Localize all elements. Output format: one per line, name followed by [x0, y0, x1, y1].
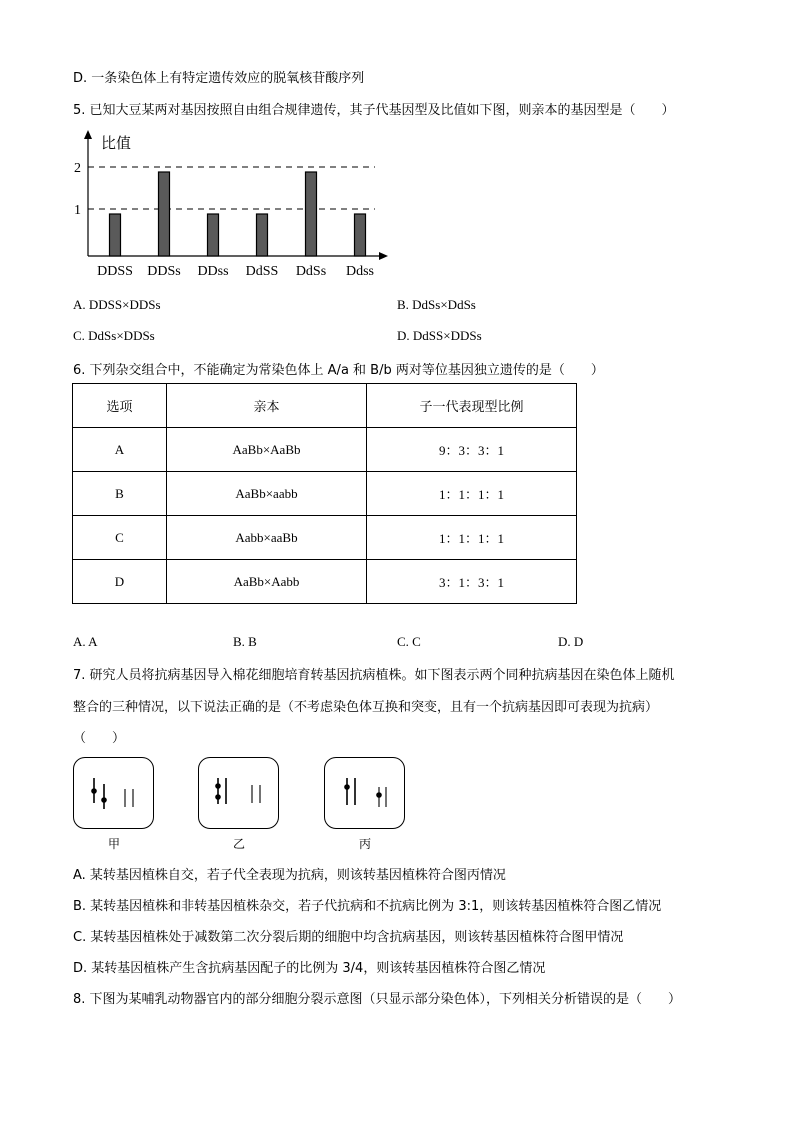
q5-option-b[interactable]: B. DdSs×DdSs: [397, 297, 476, 312]
figure-label-bing: 丙: [359, 837, 372, 851]
q7-option-a[interactable]: A. 某转基因植株自交，若子代全表现为抗病，则该转基因植株符合图丙情况: [73, 868, 506, 883]
q6-option-b[interactable]: B. B: [233, 634, 257, 649]
cell-parents: AaBb×aabb: [167, 472, 367, 516]
figure-label-jia: 甲: [108, 837, 121, 851]
header-option: 选项: [73, 384, 167, 428]
resistance-gene-dot: [215, 794, 221, 800]
bar-DDss: [208, 214, 219, 256]
q6-stem: 6. 下列杂交组合中，不能确定为常染色体上 A/a 和 B/b 两对等位基因独立遗传的是（ ）: [73, 363, 604, 378]
bar-DdSS: [257, 214, 268, 256]
bar-DdSs: [306, 172, 317, 256]
cell-option: B: [73, 472, 167, 516]
q7-option-c[interactable]: C. 某转基因植株处于减数第二次分裂后期的细胞中均含抗病基因，则该转基因植株符合图甲情况: [73, 930, 624, 945]
q5-option-a[interactable]: A. DDSS×DDSs: [73, 297, 161, 312]
cell-ratio: 9：3：3：1: [367, 428, 577, 472]
cell-option: A: [73, 428, 167, 472]
q6-option-d[interactable]: D. D: [558, 634, 584, 649]
figure-bing: [324, 757, 405, 829]
resistance-gene-dot: [91, 788, 97, 794]
y-axis-label: 比值: [101, 134, 132, 152]
figure-yi: [198, 757, 279, 829]
resistance-gene-dot: [101, 797, 107, 803]
cell-ratio: 1：1：1：1: [367, 472, 577, 516]
table-row: [73, 472, 577, 516]
figure-jia: [73, 757, 154, 829]
cell-parents: AaBb×Aabb: [167, 560, 367, 604]
cell-parents: AaBb×AaBb: [167, 428, 367, 472]
x-axis-arrow: [379, 252, 388, 260]
table-row: [73, 516, 577, 560]
cell-parents: Aabb×aaBb: [167, 516, 367, 560]
figure-label-yi: 乙: [233, 837, 246, 851]
cell-ratio: 3：1：3：1: [367, 560, 577, 604]
bar-DDSS: [110, 214, 121, 256]
ytick-1: 1: [74, 203, 81, 218]
q4-option-d: D. 一条染色体上有特定遗传效应的脱氧核苷酸序列: [73, 71, 365, 86]
ytick-2: 2: [74, 161, 81, 176]
xtick-DdSS: DdSS: [245, 264, 279, 279]
q7-answer-paren: （ ）: [73, 731, 126, 746]
table-header-row: [73, 384, 577, 428]
q7-option-b[interactable]: B. 某转基因植株和非转基因植株杂交，若子代抗病和不抗病比例为 3:1，则该转基因植株符合图乙情况: [73, 899, 662, 914]
cell-option: C: [73, 516, 167, 560]
q7-stem-line2: 整合的三种情况，以下说法正确的是（不考虑染色体互换和突变，且有一个抗病基因即可表现为抗病）: [73, 700, 659, 715]
bar-DDSs: [159, 172, 170, 256]
y-axis-arrow: [84, 130, 92, 139]
resistance-gene-dot: [376, 792, 382, 798]
q5-option-c[interactable]: C. DdSs×DDSs: [73, 328, 155, 343]
q7-option-d[interactable]: D. 某转基因植株产生含抗病基因配子的比例为 3/4，则该转基因植株符合图乙情况: [73, 961, 546, 976]
genotype-ratio-chart: [70, 128, 390, 288]
q8-stem: 8. 下图为某哺乳动物器官内的部分细胞分裂示意图（只显示部分染色体），下列相关分析错误的是（ ）: [73, 992, 682, 1007]
cell-ratio: 1：1：1：1: [367, 516, 577, 560]
q6-option-a[interactable]: A. A: [73, 634, 98, 649]
cross-table: [72, 383, 577, 604]
xtick-Ddss: Ddss: [345, 264, 375, 279]
table-row: [73, 428, 577, 472]
q5-stem: 5. 已知大豆某两对基因按照自由组合规律遗传，其子代基因型及比值如下图，则亲本的基因型是（ ）: [73, 103, 675, 118]
q6-option-c[interactable]: C. C: [397, 634, 421, 649]
table-row: [73, 560, 577, 604]
resistance-gene-dot: [344, 784, 350, 790]
resistance-gene-dot: [215, 783, 221, 789]
bar-Ddss: [355, 214, 366, 256]
q7-stem-line1: 7. 研究人员将抗病基因导入棉花细胞培育转基因抗病植株。如下图表示两个同种抗病基因在染色体上随机: [73, 668, 675, 683]
cell-option: D: [73, 560, 167, 604]
xtick-DDSS: DDSS: [97, 264, 133, 279]
xtick-DDSs: DDSs: [147, 264, 181, 279]
header-parents: 亲本: [167, 384, 367, 428]
header-ratio: 子一代表现型比例: [367, 384, 577, 428]
q5-option-d[interactable]: D. DdSS×DDSs: [397, 328, 482, 343]
xtick-DdSs: DdSs: [295, 264, 327, 279]
xtick-DDss: DDss: [197, 264, 229, 279]
